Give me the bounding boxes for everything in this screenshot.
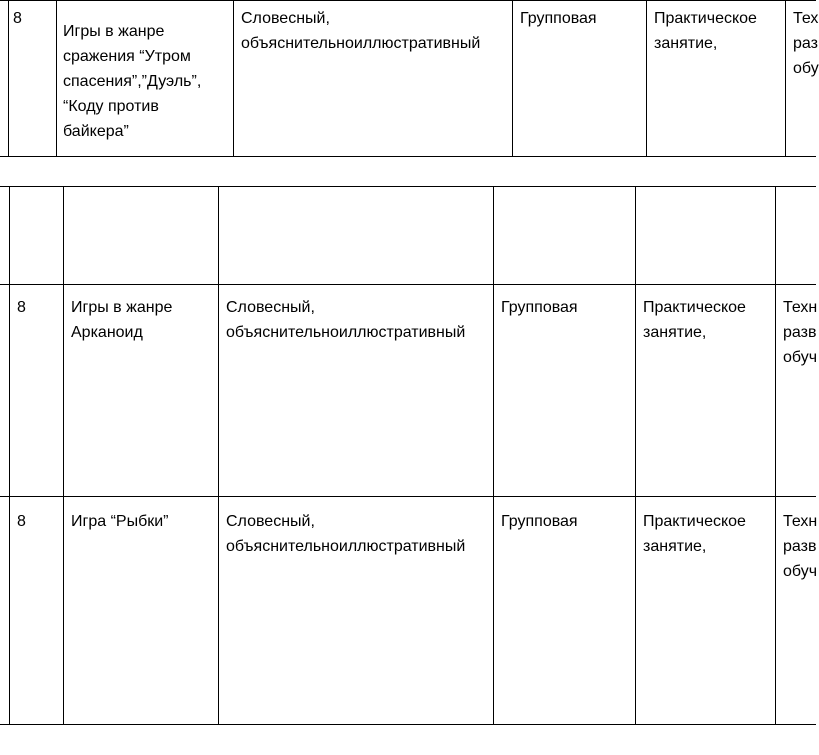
top-row-hours: 8	[13, 10, 22, 27]
bottom-row-2-method-line: Словесный,	[226, 299, 315, 316]
top-row-method-line: объяснительноиллюстративный	[241, 35, 481, 52]
top-row-technology-line: Тех	[793, 10, 819, 27]
bottom-row-2-technology-line: обуч	[783, 349, 818, 366]
bottom-row-3-method	[226, 509, 465, 559]
bottom-row-2-form: Групповая	[501, 299, 578, 316]
top-row-form: Групповая	[520, 10, 597, 27]
bottom-row-2-technology-line: разв	[783, 324, 817, 341]
bottom-row-2-topic	[71, 295, 172, 345]
top-row-topic-line: “Коду против	[63, 98, 159, 115]
top-row-lesson-type	[654, 6, 757, 56]
bottom-row-3-lesson-type-line: занятие,	[643, 538, 707, 555]
bottom-row-2-technology-line: Техн	[783, 299, 818, 316]
bottom-row-3-technology-line: разв	[783, 538, 817, 555]
bottom-row-3-lesson-type-line: Практическое	[643, 513, 746, 530]
top-row-topic-line: Игры в жанре	[63, 23, 165, 40]
top-row-lesson-type-line: Практическое	[654, 10, 757, 27]
top-row-topic-line: сражения “Утром	[63, 48, 191, 65]
bottom-row-2-method	[226, 295, 465, 345]
bottom-row-3-technology-line: обуч	[783, 563, 818, 580]
bottom-row-3-lesson-type	[643, 509, 746, 559]
bottom-row-2-lesson-type-line: занятие,	[643, 324, 707, 341]
top-row-technology-line: раз	[793, 35, 818, 52]
bottom-row-2-hours: 8	[17, 299, 26, 316]
bottom-row-2-topic-line: Арканоид	[71, 324, 143, 341]
bottom-row-3-hours: 8	[17, 513, 26, 530]
bottom-row-3-method-line: объяснительноиллюстративный	[226, 538, 466, 555]
bottom-row-2-lesson-type	[643, 295, 746, 345]
bottom-row-2-topic-line: Игры в жанре	[71, 299, 173, 316]
bottom-row-2-lesson-type-line: Практическое	[643, 299, 746, 316]
bottom-row-3-form: Групповая	[501, 513, 578, 530]
bottom-row-3-method-line: Словесный,	[226, 513, 315, 530]
bottom-row-3-technology	[783, 509, 817, 584]
top-row-topic-line: байкера”	[63, 123, 129, 140]
top-row-method-line: Словесный,	[241, 10, 330, 27]
bottom-row-2-method-line: объяснительноиллюстративный	[226, 324, 466, 341]
bottom-row-3-topic	[71, 509, 169, 534]
bottom-row-2-technology	[783, 295, 817, 370]
top-row-topic	[63, 19, 201, 144]
top-row-method	[241, 6, 480, 56]
top-row-topic-line: спасения”,”Дуэль”,	[63, 73, 202, 90]
top-row-technology-line: обу	[793, 60, 819, 77]
bottom-row-3-topic-line: Игра “Рыбки”	[71, 513, 169, 530]
bottom-row-3-technology-line: Техн	[783, 513, 818, 530]
top-row-technology	[793, 6, 819, 81]
top-row-lesson-type-line: занятие,	[654, 35, 718, 52]
